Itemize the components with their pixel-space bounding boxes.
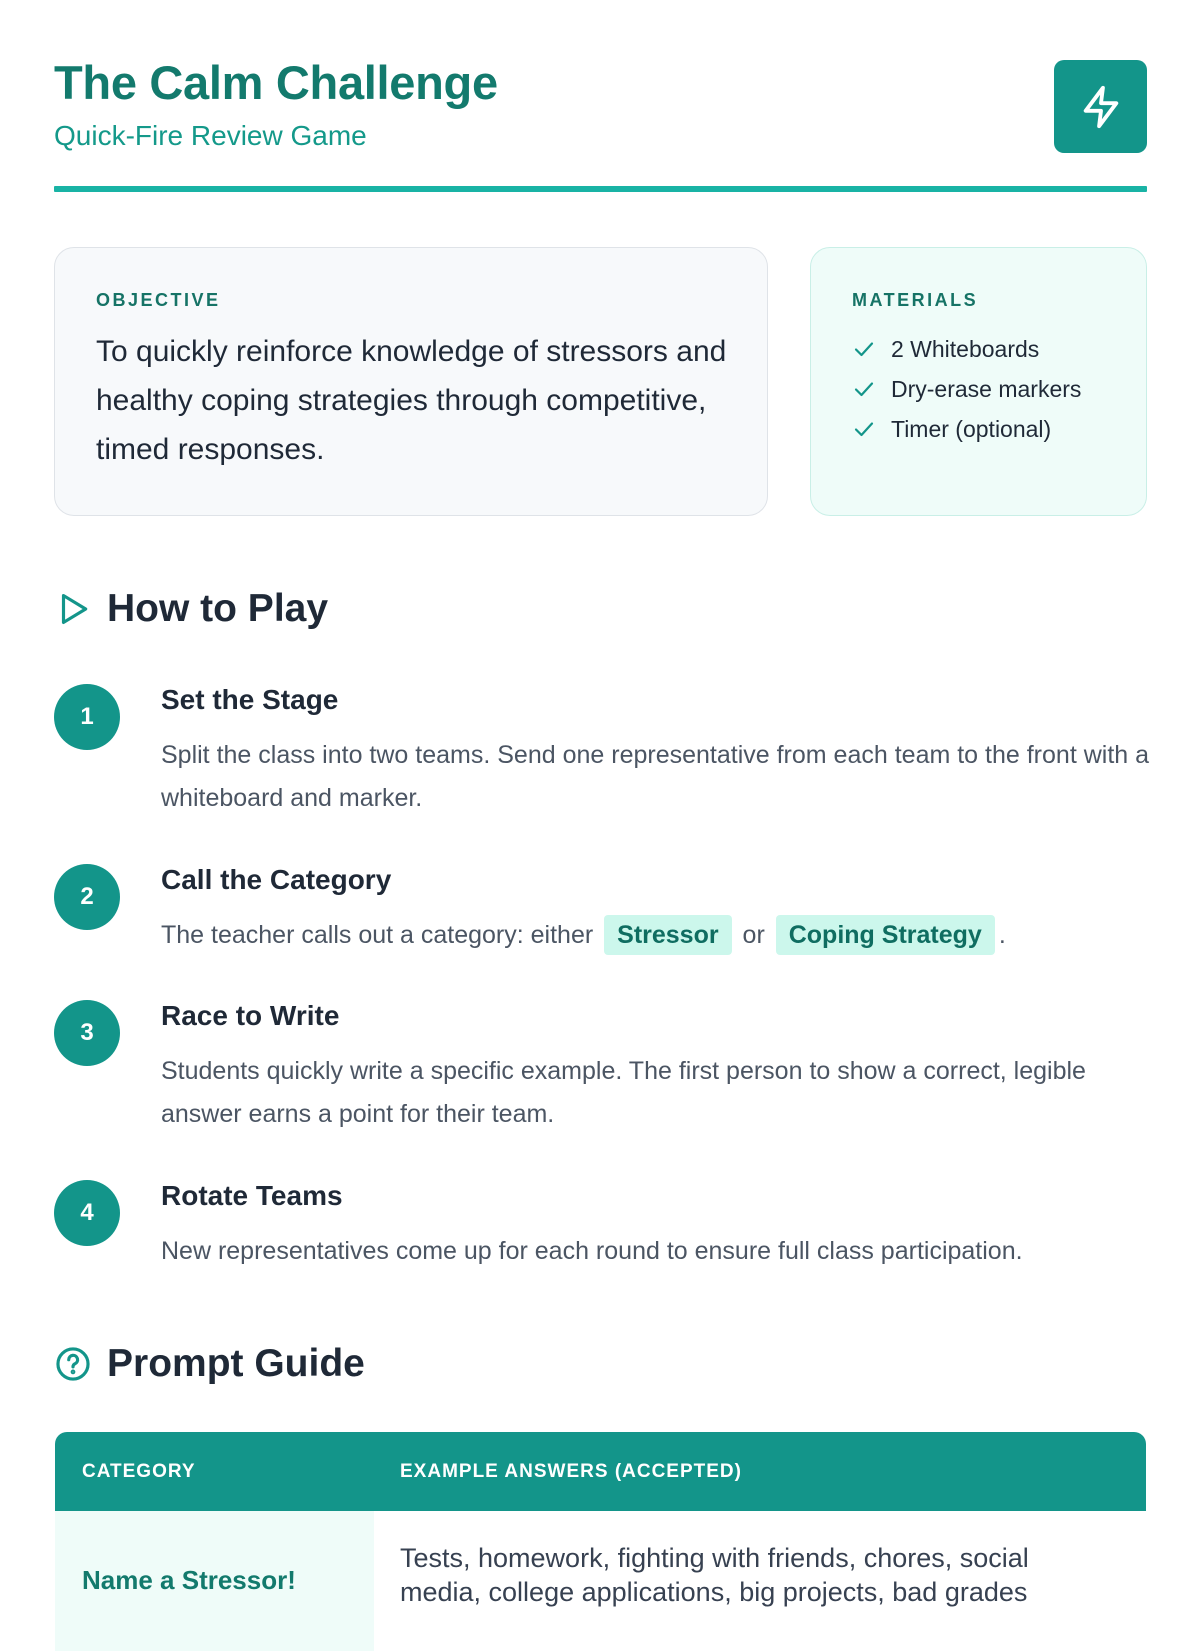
step-title: Rotate Teams [161,1180,343,1211]
lightning-action-button[interactable] [1054,60,1147,153]
lightning-bolt-icon [1078,84,1124,130]
materials-list [852,329,1126,449]
materials-item [852,369,1126,409]
objective-label: OBJECTIVE [96,290,221,310]
category-cell: Name a Stressor! [55,1511,374,1651]
page-title: The Calm Challenge [54,56,498,109]
coping-strategy-tag: Coping Strategy [776,915,995,955]
objective-text: To quickly reinforce knowledge of stressors and healthy coping strategies through competitive, timed responses. [96,335,727,466]
page-header [54,0,1147,193]
prompt-guide-heading-text: Prompt Guide [107,1342,365,1385]
step-suffix: . [998,921,1006,949]
step-description-text: The teacher calls out a category: either [161,921,594,949]
table-row [55,1511,1146,1651]
lesson-page [54,0,1150,1607]
objective-card [54,247,768,516]
table-header-row [55,1432,1146,1511]
how-to-play-heading-text: How to Play [107,587,329,630]
step-description [161,914,1151,957]
question-circle-icon [54,1345,92,1383]
step-number: 1 [54,684,120,750]
step-number: 4 [54,1180,120,1246]
step-title: Race to Write [161,1000,340,1031]
materials-item-label: Timer (optional) [891,415,1052,442]
step-title: Set the Stage [161,684,339,715]
connector-text: or [742,921,765,949]
check-icon [852,377,876,401]
step-description: Split the class into two teams. Send one representative from each team to the front with a whiteboard and marker. [161,741,1150,812]
header-divider [54,186,1147,192]
materials-item [852,329,1126,369]
step-number: 2 [54,864,120,930]
check-icon [852,417,876,441]
materials-item-label: Dry-erase markers [891,375,1082,402]
materials-card [810,247,1147,516]
answers-cell: Tests, homework, fighting with friends, chores, social media, college applications, big projects, bad grades [400,1543,1029,1607]
materials-item-label: 2 Whiteboards [891,335,1040,362]
step-title: Call the Category [161,864,392,895]
stressor-tag: Stressor [604,915,731,955]
prompt-guide-heading [54,1342,365,1386]
how-to-play-heading [54,587,328,631]
prompt-guide-table [55,1432,1146,1651]
step-description: New representatives come up for each round to ensure full class participation. [161,1237,1023,1265]
step-description: Students quickly write a specific example. The first person to show a correct, legible answer earns a point for their team. [161,1057,1086,1128]
page-subtitle: Quick-Fire Review Game [54,120,367,151]
column-header-category: CATEGORY [55,1432,374,1511]
column-header-answers: EXAMPLE ANSWERS (ACCEPTED) [374,1432,1146,1511]
play-icon [54,590,92,628]
materials-label: MATERIALS [852,290,979,310]
check-icon [852,337,876,361]
materials-item [852,409,1126,449]
step-number: 3 [54,1000,120,1066]
